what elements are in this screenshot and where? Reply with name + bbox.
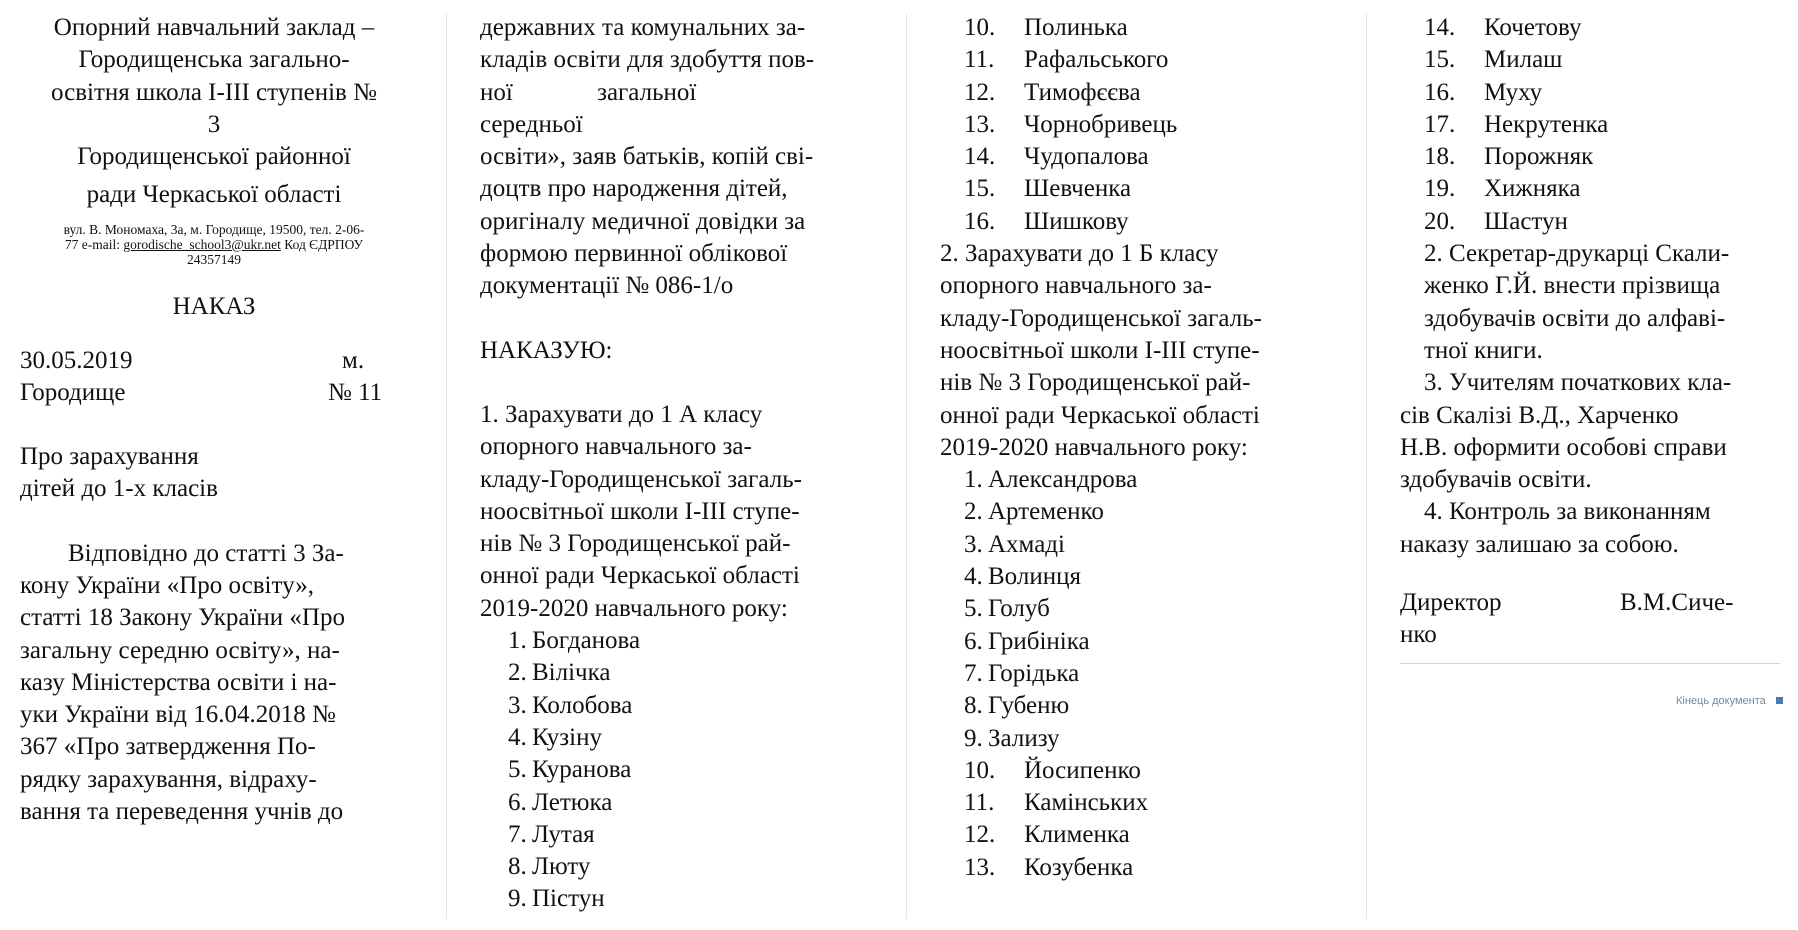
list-item: 16. Шишкову — [964, 207, 1129, 235]
director-name-cont: нко — [1400, 621, 1437, 649]
list-item: 15. Шевченка — [964, 175, 1132, 203]
item-2-class-b: 2. Зарахувати до 1 Б класу опорного навчального за- кладу-Городищенської загаль- ноосвітньої школи І-ІІІ ступе- нів № 3 Городищенської рай- онної ради Черкаської області 2019-2020 навчального року: — [940, 240, 1262, 461]
end-of-document-rule — [1400, 663, 1780, 664]
list-item: 10. Полинька — [964, 14, 1128, 41]
class-b-list-continued — [940, 755, 1335, 884]
item-secretary: 2. Секретар-друкарці Скали- женко Г.Й. внести прізвища здобувачів освіти до алфаві- тної книги. — [1424, 240, 1730, 364]
list-item: 6. Грибініка — [964, 627, 1090, 655]
address-line: вул. В. Мономаха, 3а, м. Городище, 19500, тел. 2-06- — [63, 221, 365, 237]
list-item: 5. Голуб — [964, 595, 1050, 623]
list-item: 1. Богданова — [508, 627, 641, 655]
list-item: 4. Кузіну — [508, 723, 602, 751]
list-item: 1. Александрова — [964, 466, 1138, 494]
address-line: 24357149 — [187, 251, 241, 267]
item-teachers: 3. Учителям початкових кла- сів Скалізі В.Д., Харченко Н.В. оформити особові справи здобувачів освіти. — [1400, 369, 1732, 494]
order-word: НАКАЗУЮ: — [480, 336, 613, 364]
order-title: НАКАЗ — [172, 292, 256, 320]
director-name: В.М.Сиче- — [1620, 589, 1734, 617]
school-line: 3 — [207, 110, 221, 138]
list-item: 10. Йосипенко — [964, 756, 1141, 784]
school-address — [20, 222, 408, 267]
preamble-continued: державних та комунальних за- кладів освіти для здобуття пов- ної загальної середньої освіти», заяв батьків, копій сві- доцтв про народження дітей, оригіналу медичної довідки за формою первинної облікової документації № 086-1/о — [480, 14, 815, 300]
list-item: 7. Лутая — [508, 820, 595, 848]
column-4 — [1400, 12, 1785, 664]
list-item: 13. Козубенка — [964, 853, 1134, 881]
order-date: 30.05.2019 — [20, 347, 133, 375]
list-item: 12. Тимофєєва — [964, 78, 1141, 106]
item-1-class-a: 1. Зарахувати до 1 А класу опорного навчального за- кладу-Городищенської загаль- ноосвітньої школи І-ІІІ ступе- нів № 3 Городищенської рай- онної ради Черкаської області 2019-2020 навчального року: — [480, 400, 802, 622]
column-divider — [446, 14, 447, 919]
list-item: 14. Кочетову — [1424, 14, 1582, 41]
list-item: 2. Вілічка — [508, 659, 611, 687]
class-b-list — [940, 464, 1335, 755]
preamble: Відповідно до статті 3 За- кону України «Про освіту», статті 18 Закону України «Про загальну середню освіту», на- казу Міністерства освіти і на- уки України від 16.04.2018 № 367 «Про затвердження По- рядку зарахування, відраху- вання та переведення учнів до — [20, 539, 345, 826]
list-item: 14. Чудопалова — [964, 143, 1149, 171]
class-b-list-end — [1400, 12, 1785, 238]
list-item: 18. Порожняк — [1424, 143, 1594, 171]
column-3 — [940, 12, 1335, 884]
list-item: 9. Зализу — [964, 724, 1060, 752]
end-square-icon — [1776, 697, 1783, 704]
item-control: 4. Контроль за виконанням наказу залишаю за собою. — [1400, 498, 1711, 558]
list-item: 6. Летюка — [508, 788, 613, 816]
list-item: 20. Шастун — [1424, 207, 1568, 235]
signature-block — [1400, 587, 1785, 651]
list-item: 19. Хижняка — [1424, 175, 1581, 203]
list-item: 17. Некрутенка — [1424, 110, 1609, 138]
list-item: 8. Люту — [508, 853, 591, 881]
school-line: освітня школа І-ІІІ ступенів № — [51, 78, 377, 106]
city-prefix: м. — [342, 347, 365, 375]
school-line: Городищенська загально- — [78, 46, 350, 74]
school-line: Городищенської районної — [77, 143, 351, 171]
column-2 — [480, 12, 872, 916]
column-1 — [20, 12, 408, 828]
list-item: 15. Милаш — [1424, 46, 1563, 74]
list-item: 3. Колобова — [508, 691, 633, 719]
list-item: 7. Горідька — [964, 659, 1080, 687]
end-of-document-label: Кінець документа — [1676, 695, 1766, 707]
director-label: Директор — [1400, 589, 1502, 617]
order-date-row — [20, 345, 408, 409]
list-item: 11. Рафальського — [964, 46, 1169, 74]
list-item: 2. Артеменко — [964, 498, 1104, 526]
order-number: № 11 — [328, 379, 383, 407]
class-a-list — [480, 625, 872, 916]
list-item: 4. Волинця — [964, 563, 1081, 591]
list-item: 12. Клименка — [964, 821, 1130, 849]
list-item: 16. Муху — [1424, 78, 1543, 106]
class-a-list-continued — [940, 12, 1335, 238]
end-of-document-marker — [1676, 694, 1783, 708]
list-item: 5. Куранова — [508, 756, 632, 784]
column-divider — [1366, 14, 1367, 919]
school-region: ради Черкаської області — [86, 181, 342, 209]
list-item: 13. Чорнобривець — [964, 110, 1178, 138]
email-link[interactable]: gorodische_school3@ukr.net — [123, 236, 281, 252]
order-city: Городище — [20, 379, 126, 407]
school-line: Опорний навчальний заклад – — [53, 14, 375, 41]
school-header — [20, 12, 408, 212]
list-item: 8. Губеню — [964, 692, 1070, 720]
list-item: 11. Камінських — [964, 789, 1149, 817]
column-divider — [906, 14, 907, 919]
list-item: 9. Пістун — [508, 885, 605, 913]
order-subject: Про зарахування дітей до 1-х класів — [20, 443, 218, 503]
list-item: 3. Ахмаді — [964, 530, 1065, 558]
address-line: 77 e-mail: gorodische_school3@ukr.net Код ЄДРПОУ — [64, 236, 364, 252]
